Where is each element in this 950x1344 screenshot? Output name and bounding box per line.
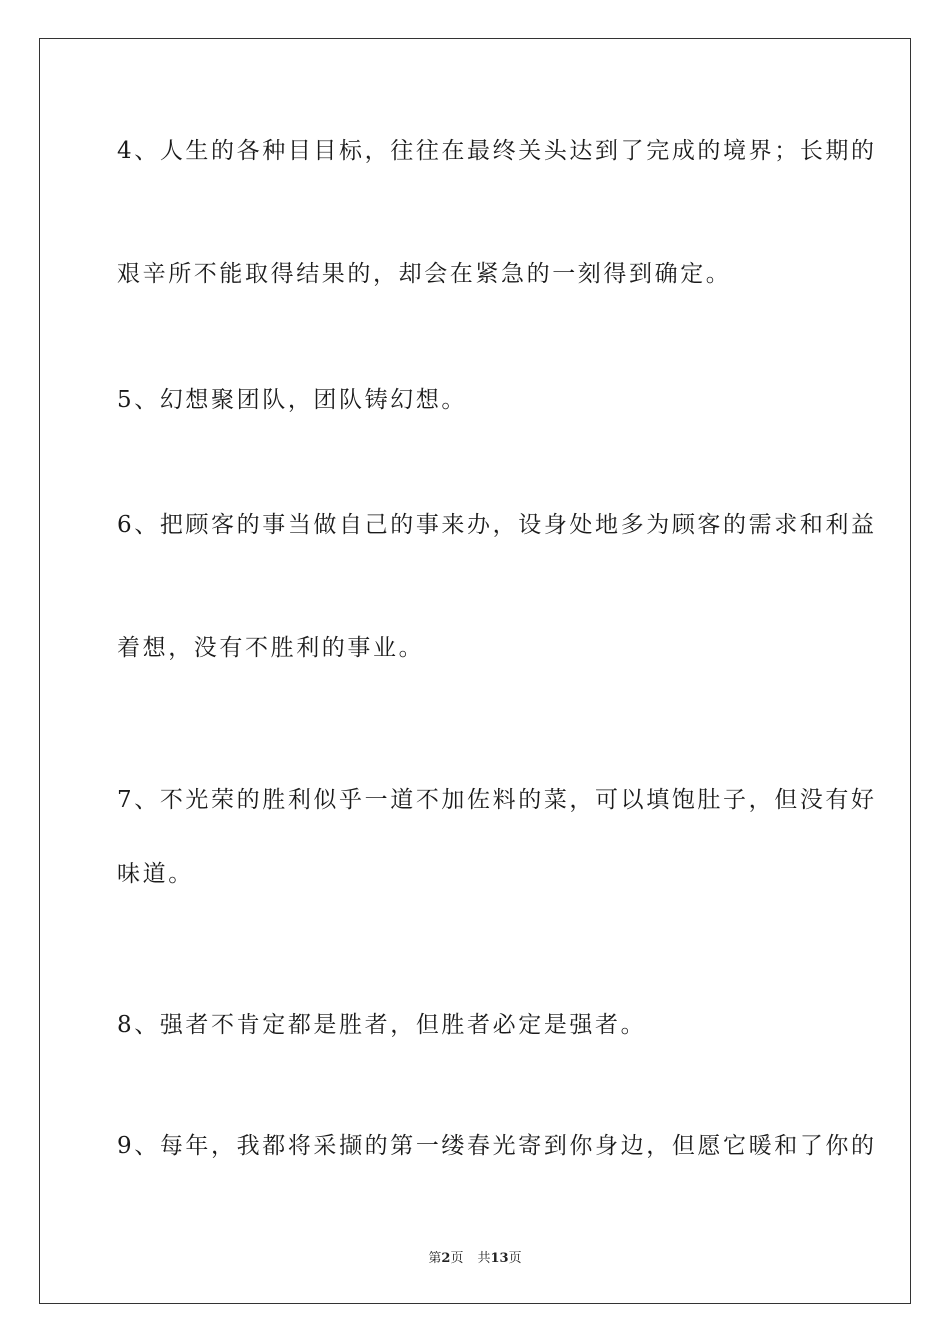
text-line: 8、强者不肯定都是胜者，但胜者必定是强者。 (117, 1012, 647, 1038)
page-number: 2 (441, 1251, 451, 1266)
text-line: 9、每年，我都将采撷的第一缕春光寄到你身边，但愿它暖和了你的 (117, 1133, 877, 1159)
total-prefix: 共 (477, 1251, 491, 1266)
text-line: 着想，没有不胜利的事业。 (117, 635, 425, 661)
text-line: 7、不光荣的胜利似乎一道不加佐料的菜，可以填饱肚子，但没有好 (117, 787, 877, 813)
page-suffix: 页 (450, 1251, 464, 1266)
page-prefix: 第 (428, 1251, 442, 1266)
text-line: 5、幻想聚团队，团队铸幻想。 (117, 387, 468, 413)
page-footer (0, 1247, 950, 1266)
page-border (39, 38, 911, 1304)
text-line: 艰辛所不能取得结果的，却会在紧急的一刻得到确定。 (117, 261, 732, 287)
total-suffix: 页 (508, 1251, 522, 1266)
total-pages: 13 (490, 1251, 509, 1266)
text-line: 4、人生的各种目目标，往往在最终关头达到了完成的境界；长期的 (117, 138, 877, 164)
text-line: 味道。 (117, 861, 194, 887)
text-line: 6、把顾客的事当做自己的事来办，设身处地多为顾客的需求和利益 (117, 512, 877, 538)
